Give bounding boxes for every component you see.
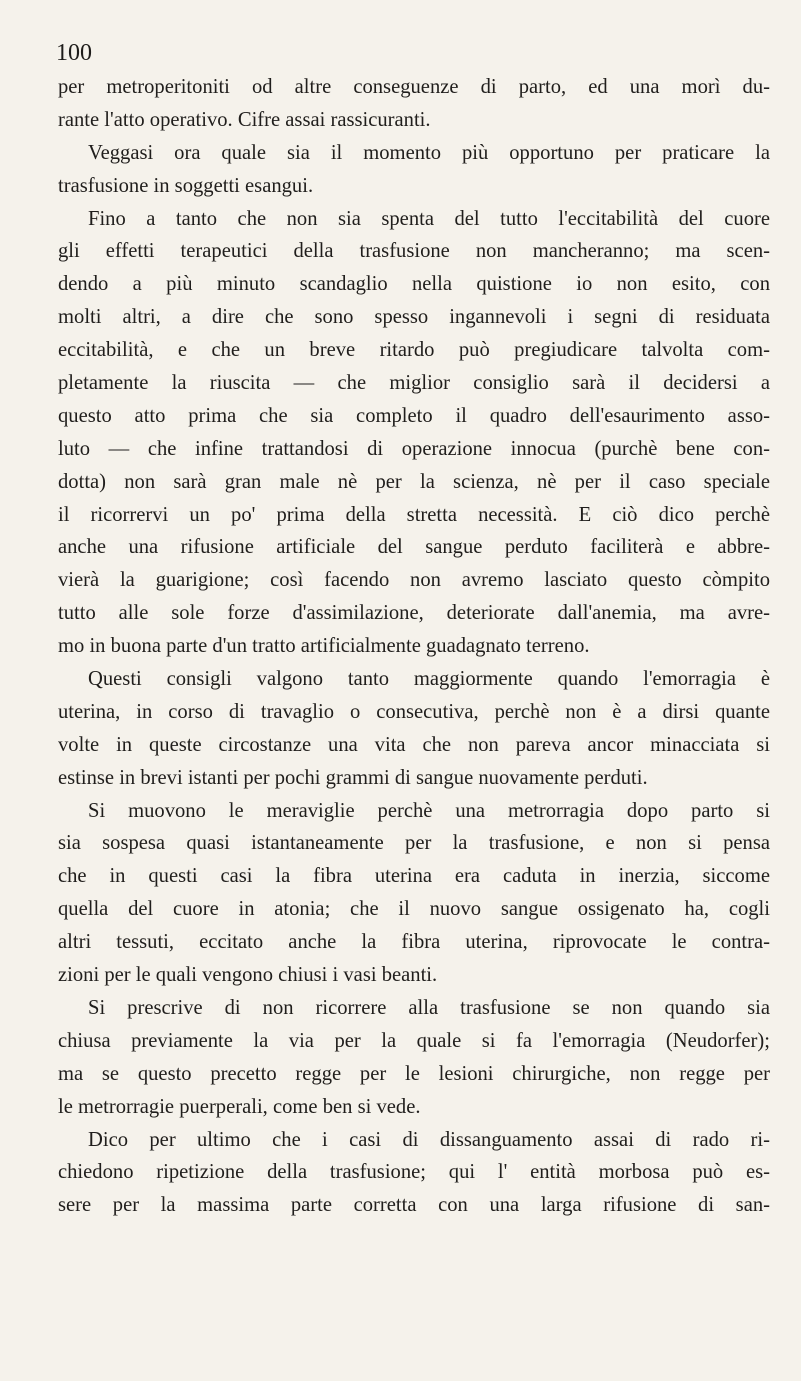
text-line: questo atto prima che sia completo il quadro dell'esaurimento asso-	[58, 404, 770, 427]
text-line: molti altri, a dire che sono spesso ingannevoli i segni di residuata	[58, 306, 770, 329]
text-line: che in questi casi la fibra uterina era caduta in inerzia, siccome	[58, 865, 770, 888]
text-line: sia sospesa quasi istantaneamente per la trasfusione, e non si pensa	[58, 832, 770, 855]
text-line: uterina, in corso di travaglio o consecutiva, perchè non è a dirsi quante	[58, 700, 770, 723]
text-line: Dico per ultimo che i casi di dissanguamento assai di rado ri-	[88, 1128, 770, 1151]
text-line: ma se questo precetto regge per le lesioni chirurgiche, non regge per	[58, 1062, 770, 1085]
text-line: anche una rifusione artificiale del sangue perduto faciliterà e abbre-	[58, 536, 770, 559]
text-line: vierà la guarigione; così facendo non avremo lasciato questo còmpito	[58, 569, 770, 592]
body-text	[58, 71, 770, 1222]
text-line: quella del cuore in atonia; che il nuovo sangue ossigenato ha, cogli	[58, 898, 770, 921]
text-line: le metrorragie puerperali, come ben si vede.	[58, 1095, 421, 1118]
text-line: Si muovono le meraviglie perchè una metrorragia dopo parto si	[88, 799, 770, 822]
text-line: pletamente la riuscita — che miglior consiglio sarà il decidersi a	[58, 372, 770, 395]
text-line: rante l'atto operativo. Cifre assai rassicuranti.	[58, 108, 431, 131]
text-line: tutto alle sole forze d'assimilazione, deteriorate dall'anemia, ma avre-	[58, 602, 770, 625]
text-line: dendo a più minuto scandaglio nella quistione io non esito, con	[58, 273, 770, 296]
text-line: zioni per le quali vengono chiusi i vasi beanti.	[58, 964, 438, 987]
text-line: per metroperitoniti od altre conseguenze di parto, ed una morì du-	[58, 76, 770, 98]
text-line: mo in buona parte d'un tratto artificialmente guadagnato terreno.	[58, 635, 590, 658]
text-line: Fino a tanto che non sia spenta del tutto l'eccitabilità del cuore	[88, 207, 770, 230]
text-line: gli effetti terapeutici della trasfusione non mancheranno; ma scen-	[58, 240, 770, 263]
text-line: il ricorrervi un po' prima della stretta necessità. E ciò dico perchè	[58, 503, 770, 526]
text-line: Si prescrive di non ricorrere alla trasfusione se non quando sia	[88, 996, 770, 1019]
text-line: chiusa previamente la via per la quale si fa l'emorragia (Neudorfer);	[58, 1029, 770, 1052]
text-line: sere per la massima parte corretta con una larga rifusione di san-	[58, 1194, 770, 1217]
text-line: trasfusione in soggetti esangui.	[58, 174, 314, 197]
text-line: dotta) non sarà gran male nè per la scienza, nè per il caso speciale	[58, 470, 770, 493]
page-number: 100	[56, 40, 92, 66]
text-line: luto — che infine trattandosi di operazione innocua (purchè bene con-	[58, 437, 770, 460]
text-line: chiedono ripetizione della trasfusione; qui l' entità morbosa può es-	[58, 1161, 770, 1184]
text-line: estinse in brevi istanti per pochi grammi di sangue nuovamente perduti.	[58, 766, 648, 789]
text-line: Questi consigli valgono tanto maggiormente quando l'emorragia è	[88, 668, 770, 691]
text-line: altri tessuti, eccitato anche la fibra uterina, riprovocate le contra-	[58, 931, 770, 954]
text-line: volte in queste circostanze una vita che non pareva ancor minacciata si	[58, 733, 770, 756]
text-line: Veggasi ora quale sia il momento più opportuno per praticare la	[88, 141, 770, 164]
text-line: eccitabilità, e che un breve ritardo può pregiudicare talvolta com-	[58, 339, 770, 362]
